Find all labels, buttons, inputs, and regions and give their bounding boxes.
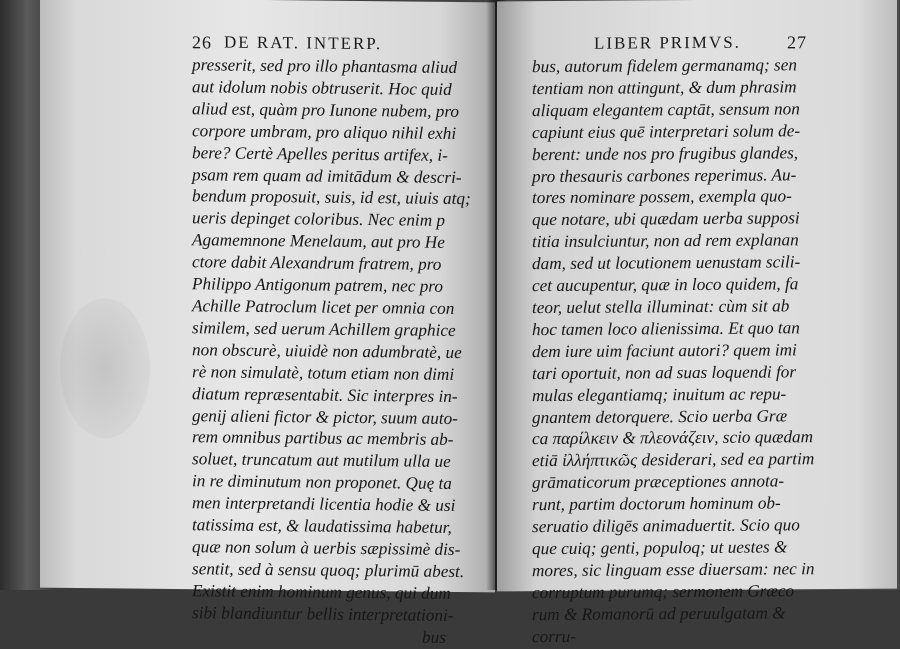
left-running-head: DE RAT. INTERP. xyxy=(224,32,383,54)
left-page-header xyxy=(192,32,495,57)
text-line: tentiam non attingunt, & dum phrasim xyxy=(532,77,797,99)
text-line: presserit, sed pro illo phantasma aliud xyxy=(192,55,458,77)
text-line: ctore dabit Alexandrum fratrem, pro xyxy=(192,252,442,274)
text-line: aliquam elegantem captāt, sensum non xyxy=(532,99,800,120)
text-line: in re diminutum non proponet. Quę ta xyxy=(192,471,452,494)
text-line: pro thesauris carbones reperimus. Au- xyxy=(532,164,797,186)
text-line: bendum proposuit, suis, id est, uiuis atq; xyxy=(192,186,471,209)
text-line: soluet, truncatum aut mutilum ulla ue xyxy=(192,449,451,472)
text-line: capiunt eius quē interpretari solum de- xyxy=(532,120,801,142)
text-line: ca παρίλκειν & πλεονάζειν, scio quædam xyxy=(532,427,814,449)
text-line: Philippo Antigonum patrem, nec pro xyxy=(192,274,443,296)
text-line: corpore umbram, pro aliquo nihil exhi xyxy=(192,120,457,143)
text-line: similem, sed uerum Achillem graphice xyxy=(192,318,456,340)
text-line: rem omnibus partibus ac membris ab- xyxy=(192,427,454,450)
text-line: titia insulciuntur, non ad rem explanan xyxy=(532,230,799,252)
text-line: Agamemnone Menelaum, aut pro He xyxy=(192,230,445,253)
text-line: ueris depinget coloribus. Nec enim p xyxy=(192,208,445,231)
text-line: corru- xyxy=(532,626,576,646)
text-line: aut idolum nobis obtruserit. Hoc quid xyxy=(192,77,452,99)
text-line: sentit, sed à sensu quoq; plurimū abest. xyxy=(192,559,465,581)
text-line: bus xyxy=(422,627,446,647)
text-line: diatum repræsentabit. Sic interpres in- xyxy=(192,383,458,406)
text-line: etiā ἰλλήπτικῶς desiderari, sed ea partim xyxy=(532,449,815,471)
text-line: mulas elegantiamq; inuitum ac repu- xyxy=(532,383,787,405)
right-page-header xyxy=(532,32,897,57)
left-page-text xyxy=(192,54,495,649)
right-page xyxy=(497,0,897,646)
text-line: dam, sed ut locutionem uenustam scili- xyxy=(532,252,801,274)
text-line: runt, partim doctorum hominum ob- xyxy=(532,493,781,515)
text-line: tores nominare possem, exempla quo- xyxy=(532,186,792,208)
text-line: seruatio diligēs animaduertit. Scio quo xyxy=(532,515,800,537)
text-line: grāmaticorum præceptiones annota- xyxy=(532,471,785,493)
text-line: rum & Romanorū ad peruulgatam & xyxy=(532,603,786,624)
text-line: quæ non solum à uerbis sæpissimè dis- xyxy=(192,537,461,559)
text-line: genij alieni fictor & pictor, suum auto- xyxy=(192,405,458,428)
right-running-head: LIBER PRIMVS. xyxy=(594,32,741,53)
right-page-number: 27 xyxy=(787,32,807,53)
text-line: mores, sic linguam esse diuersam: nec in xyxy=(532,559,815,580)
right-page-text xyxy=(532,54,897,648)
text-line: dem iure uim faciunt autori? quem imi xyxy=(532,340,797,361)
text-line: Achille Patroclum licet per omnia con xyxy=(192,296,455,318)
text-line: teor, uelut stella illuminat: cùm sit ab xyxy=(532,296,790,318)
text-line: aliud est, quàm pro Iunone nubem, pro xyxy=(192,99,460,121)
text-line: berent: unde nos pro frugibus glandes, xyxy=(532,142,799,164)
text-line: cet aucupentur, quæ in loco quidem, fa xyxy=(532,274,799,296)
text-line: rè non simulatè, totum etiam non dimi xyxy=(192,361,455,384)
left-page xyxy=(40,0,495,647)
text-line: bus, autorum fidelem germanamq; sen xyxy=(532,55,797,77)
text-line: Existit enim hominum genus, qui dum xyxy=(192,580,451,603)
text-line: non obscurè, uiuidè non adumbratè, ue xyxy=(192,339,462,362)
text-line: bere? Certè Apelles peritus artifex, i- xyxy=(192,142,448,165)
left-page-number: 26 xyxy=(192,32,212,53)
text-line: men interpretandi licentia hodie & usi xyxy=(192,493,456,516)
text-line: hoc tamen loco alienissima. Et quo tan xyxy=(532,318,800,340)
text-line: tatissima est, & laudatissima habetur, xyxy=(192,515,452,537)
text-line: gnantem detorquere. Scio uerba Græ xyxy=(532,405,788,427)
text-line: corruptum purumq; sermonem Græco xyxy=(532,581,795,602)
text-line: sibi blandiuntur bellis interpretationi- xyxy=(192,602,454,625)
text-line: que cuiq; genti, populoq; ut uestes & xyxy=(532,537,788,559)
text-line: tari oportuit, non ad suas loquendi for xyxy=(532,361,797,383)
text-line: que notare, ubi quædam uerba supposi xyxy=(532,208,800,230)
paper-stain xyxy=(60,298,150,439)
text-line: psam rem quam ad imitādum & descri- xyxy=(192,164,462,187)
